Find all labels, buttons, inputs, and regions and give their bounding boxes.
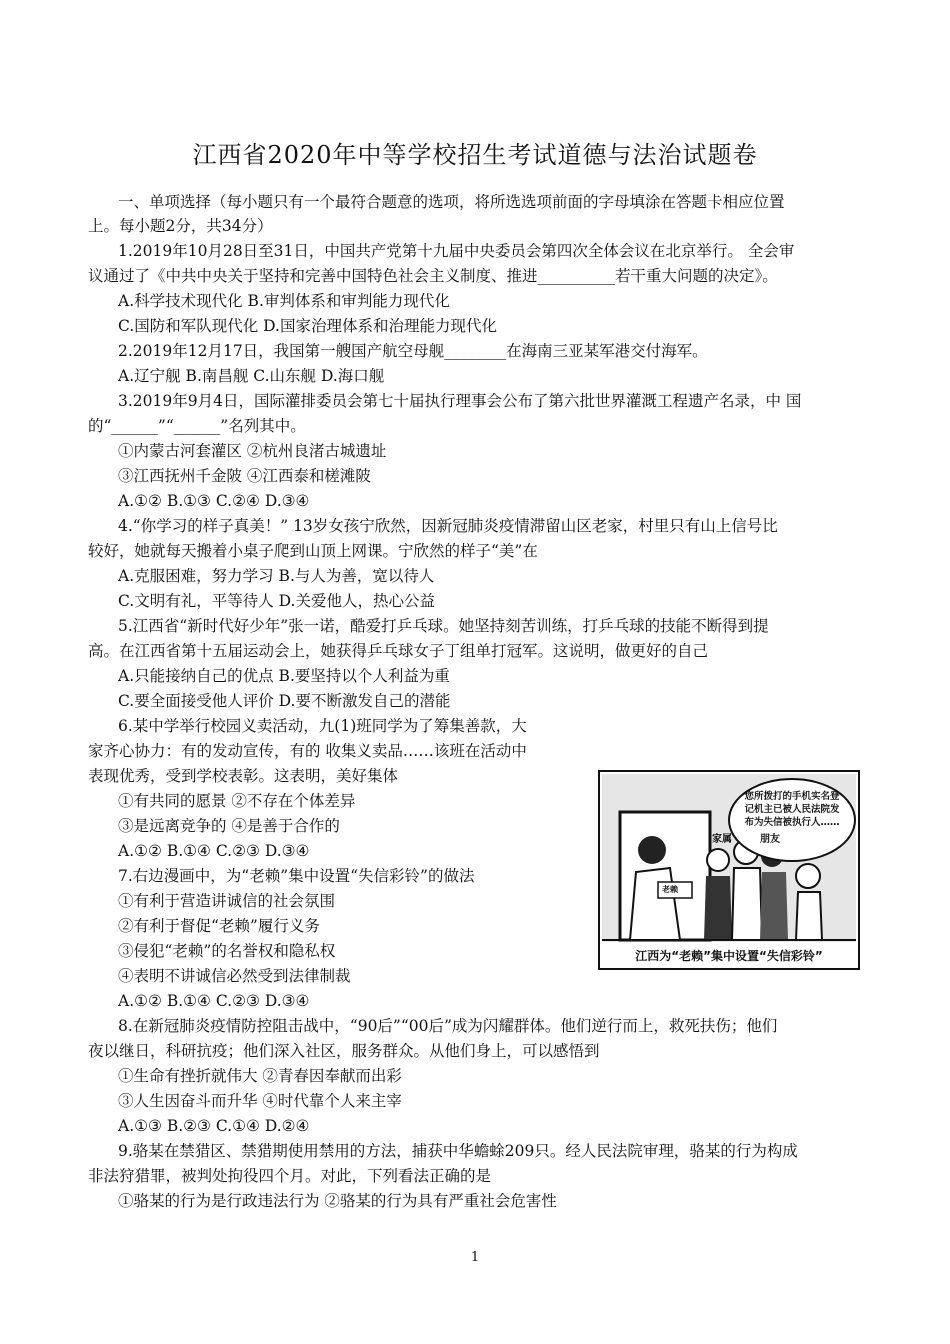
q7-item-2: ②有利于督促“老赖”履行义务 — [118, 917, 320, 935]
q4-options-ab: A.克服困难，努力学习 B.与人为善，宽以待人 — [118, 567, 435, 585]
q4-options-cd: C.文明有礼，平等待人 D.关爱他人，热心公益 — [118, 592, 435, 610]
q7-options: A.①② B.①④ C.②③ D.③④ — [118, 992, 310, 1010]
q1-stem: 1.2019年10月28日至31日，中国共产党第十九届中央委员会第四次全体会议在北京举行。 全会审 — [118, 242, 795, 260]
q8-items-12: ①生命有挫折就伟大 ②青春因奉献而出彩 — [118, 1067, 402, 1085]
q9-stem-cont: 非法狩猎罪，被判处拘役四个月。对此，下列看法正确的是 — [88, 1167, 492, 1185]
friend-label: 朋友 — [760, 834, 780, 845]
q3-options: A.①② B.①③ C.②④ D.③④ — [118, 492, 310, 510]
section-instruction-cont: 上。每小题2分，共34分） — [88, 217, 273, 235]
q9-items-12: ①骆某的行为是行政违法行为 ②骆某的行为具有严重社会危害性 — [118, 1192, 557, 1210]
q3-items-12: ①内蒙古河套灌区 ②杭州良渚古城遗址 — [118, 442, 387, 460]
q2-stem: 2.2019年12月17日，我国第一艘国产航空母舰________在海南三亚某军港交付海军。 — [118, 342, 708, 360]
q3-stem: 3.2019年9月4日，国际灌排委员会第七十届执行理事会公布了第六批世界灌溉工程遗产名录，中 国 — [118, 392, 802, 410]
q3-items-34: ③江西抚州千金陂 ④江西泰和槎滩陂 — [118, 467, 371, 485]
page-number: 1 — [470, 1250, 480, 1265]
q8-options: A.①③ B.②③ C.①④ D.②④ — [118, 1117, 310, 1135]
q4-stem: 4.“你学习的样子真美！” 13岁女孩宁欣然，因新冠肺炎疫情滞留山区老家，村里只有山上信号比 — [118, 517, 778, 535]
family-label: 家属 — [712, 834, 732, 845]
q6-items-12: ①有共同的愿景 ②不存在个体差异 — [118, 792, 356, 810]
q7-item-4: ④表明不讲诚信必然受到法律制裁 — [118, 967, 351, 985]
q8-stem: 8.在新冠肺炎疫情防控阻击战中，“90后”“00后”成为闪耀群体。他们逆行而上，救死扶伤；他们 — [118, 1017, 778, 1035]
cartoon-caption: 江西为“老赖”集中设置“失信彩铃” — [635, 949, 823, 963]
q2-options: A.辽宁舰 B.南昌舰 C.山东舰 D.海口舰 — [118, 367, 385, 385]
q4-stem-cont: 较好，她就每天搬着小桌子爬到山顶上网课。宁欣然的样子“美”在 — [88, 542, 538, 560]
cartoon-illustration — [598, 770, 860, 970]
q5-stem-cont: 高。在江西省第十五届运动会上，她获得乒乓球女子丁组单打冠军。这说明，做更好的自己 — [88, 642, 709, 660]
q7-item-1: ①有利于营造讲诚信的社会氛围 — [118, 892, 336, 910]
q3-stem-cont: 的“______”“______”名列其中。 — [88, 417, 306, 435]
q8-stem-cont: 夜以继日，科研抗疫；他们深入社区，服务群众。从他们身上，可以感悟到 — [88, 1042, 600, 1060]
q1-options-ab: A.科学技术现代化 B.审判体系和审判能力现代化 — [118, 292, 450, 310]
q7-item-3: ③侵犯“老赖”的名誉权和隐私权 — [118, 942, 336, 960]
q6-stem: 6.某中学举行校园义卖活动，九(1)班同学为了筹集善款，大 — [118, 717, 527, 735]
q5-stem: 5.江西省“新时代好少年”张一诺，酷爱打乒乓球。她坚持刻苦训练，打乒乓球的技能不断得到提 — [118, 617, 769, 635]
q1-stem-cont: 议通过了《中共中央关于坚持和完善中国特色社会主义制度、推进__________若干重大问题的决定》。 — [88, 267, 778, 285]
q7-stem: 7.右边漫画中，为“老赖”集中设置“失信彩铃”的做法 — [118, 867, 475, 885]
exam-title: 江西省2020年中等学校招生考试道德与法治试题卷 — [192, 141, 758, 169]
q5-options-ab: A.只能接纳自己的优点 B.要坚持以个人利益为重 — [118, 667, 450, 685]
speech-bubble-text: 您所拨打的手机实名登记机主已被人民法院发布为失信被执行人…… — [744, 791, 840, 828]
q6-items-34: ③是远离竞争的 ④是善于合作的 — [118, 817, 340, 835]
q5-options-cd: C.要全面接受他人评价 D.要不断激发自己的潜能 — [118, 692, 451, 710]
q6-options: A.①② B.①④ C.②③ D.③④ — [118, 842, 310, 860]
debtor-label: 老赖 — [662, 885, 678, 894]
q8-items-34: ③人生因奋斗而升华 ④时代靠个人来主宰 — [118, 1092, 402, 1110]
q1-options-cd: C.国防和军队现代化 D.国家治理体系和治理能力现代化 — [118, 317, 497, 335]
q9-stem: 9.骆某在禁猎区、禁猎期使用禁用的方法，捕获中华蟾蜍209只。经人民法院审理，骆某的行为构成 — [118, 1142, 798, 1160]
section-instruction: 一、单项选择（每小题只有一个最符合题意的选项，将所选选项前面的字母填涂在答题卡相应位置 — [118, 193, 785, 211]
q6-stem-cont: 家齐心协力：有的发动宣传，有的 收集义卖品……该班在活动中 — [88, 742, 527, 760]
q6-stem-cont2: 表现优秀，受到学校表彰。这表明，美好集体 — [88, 767, 399, 785]
